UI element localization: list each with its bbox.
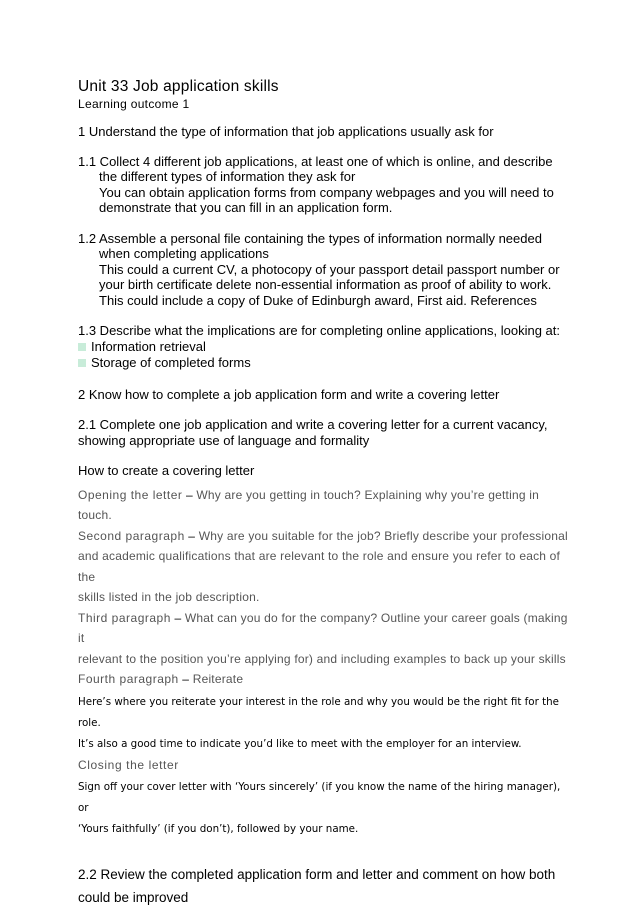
section-2-2-line: could be improved [78,889,189,905]
opening-text: Why are you getting in touch? Explaining why you’re getting in touch. [78,487,539,522]
third-paragraph [78,608,568,649]
bullet-square-icon [78,343,86,351]
section-1-1-line: demonstrate that you can fill in an application form. [99,200,393,215]
second-paragraph [78,526,568,547]
section-2-2 [78,863,568,909]
second-paragraph-line: skills listed in the job description. [78,590,260,604]
signoff-line: Sign off your cover letter with ‘Yours sincerely’ (if you know the name of the hiring manager), or [78,780,561,814]
bullet-square-icon [78,359,86,367]
dash: – [174,610,182,625]
section-1-2-line: your birth certificate delete non-essential information as proof of ability to work. [99,277,552,292]
fourth-paragraph [78,669,568,690]
reiterate-line: Here’s where you reiterate your interest in the role and why you would be the right fit for the role. [78,695,559,729]
signoff-line: ‘Yours faithfully’ (if you don’t), followed by your name. [78,822,359,835]
dash: – [185,487,193,502]
section-1-2 [78,231,568,309]
third-paragraph-line: relevant to the position you’re applying for) and including examples to back up your skills [78,651,566,666]
dash: – [188,528,196,543]
section-1-3 [78,323,568,371]
section-1-3-heading: 1.3 Describe what the implications are for completing online applications, looking at: [78,323,560,338]
section-1-2-line: 1.2 Assemble a personal file containing the types of information normally needed [78,230,542,246]
section-2-1-line: 2.1 Complete one job application and write a covering letter for a current vacancy, [78,417,548,432]
bullet-item [78,339,568,355]
second-text: Why are you suitable for the job? Briefly describe your professional [198,528,568,543]
bullet-text: Storage of completed forms [91,354,251,370]
section-1-1-line: 1.1 Collect 4 different job applications, at least one of which is online, and describe [78,153,553,169]
opening-head: Opening the letter [78,487,183,502]
third-head: Third paragraph [78,610,171,625]
section-1-1-line: the different types of information they ask for [99,169,356,184]
bullet-text: Information retrieval [91,338,206,354]
document-page [78,78,568,909]
second-paragraph-line: and academic qualifications that are relevant to the role and ensure you refer to each of the [78,549,561,584]
fourth-text: Reiterate [192,672,244,686]
section-1-2-line: This could include a copy of Duke of Edinburgh award, First aid. References [99,292,537,308]
section-1-1 [78,154,568,216]
page-title: Unit 33 Job application skills [78,78,279,95]
second-head: Second paragraph [78,528,185,543]
closing-head: Closing the letter [78,757,179,772]
covering-letter-guide [78,485,568,840]
section-1-1-line: You can obtain application forms from company webpages and you will need to [99,184,554,200]
howto-heading: How to create a covering letter [78,463,255,478]
section-1-heading: 1 Understand the type of information that job applications usually ask for [78,124,494,139]
section-1-2-line: This could a current CV, a photocopy of your passport detail passport number or [99,261,560,277]
section-2-1-line: showing appropriate use of language and formality [78,432,370,448]
bullet-item [78,355,568,371]
learning-outcome: Learning outcome 1 [78,97,190,111]
section-2-2-line: 2.2 Review the completed application form and letter and comment on how both [78,866,556,882]
third-text: What can you do for the company? Outline your career goals (making it [78,610,568,645]
section-1-2-line: when completing applications [99,246,269,261]
section-2-heading: 2 Know how to complete a job application form and write a covering letter [78,386,500,402]
opening-paragraph [78,485,568,526]
section-2-1 [78,417,568,448]
dash: – [182,672,190,686]
reiterate-line: It’s also a good time to indicate you’d like to meet with the employer for an interview. [78,737,522,750]
fourth-head: Fourth paragraph [78,672,179,686]
